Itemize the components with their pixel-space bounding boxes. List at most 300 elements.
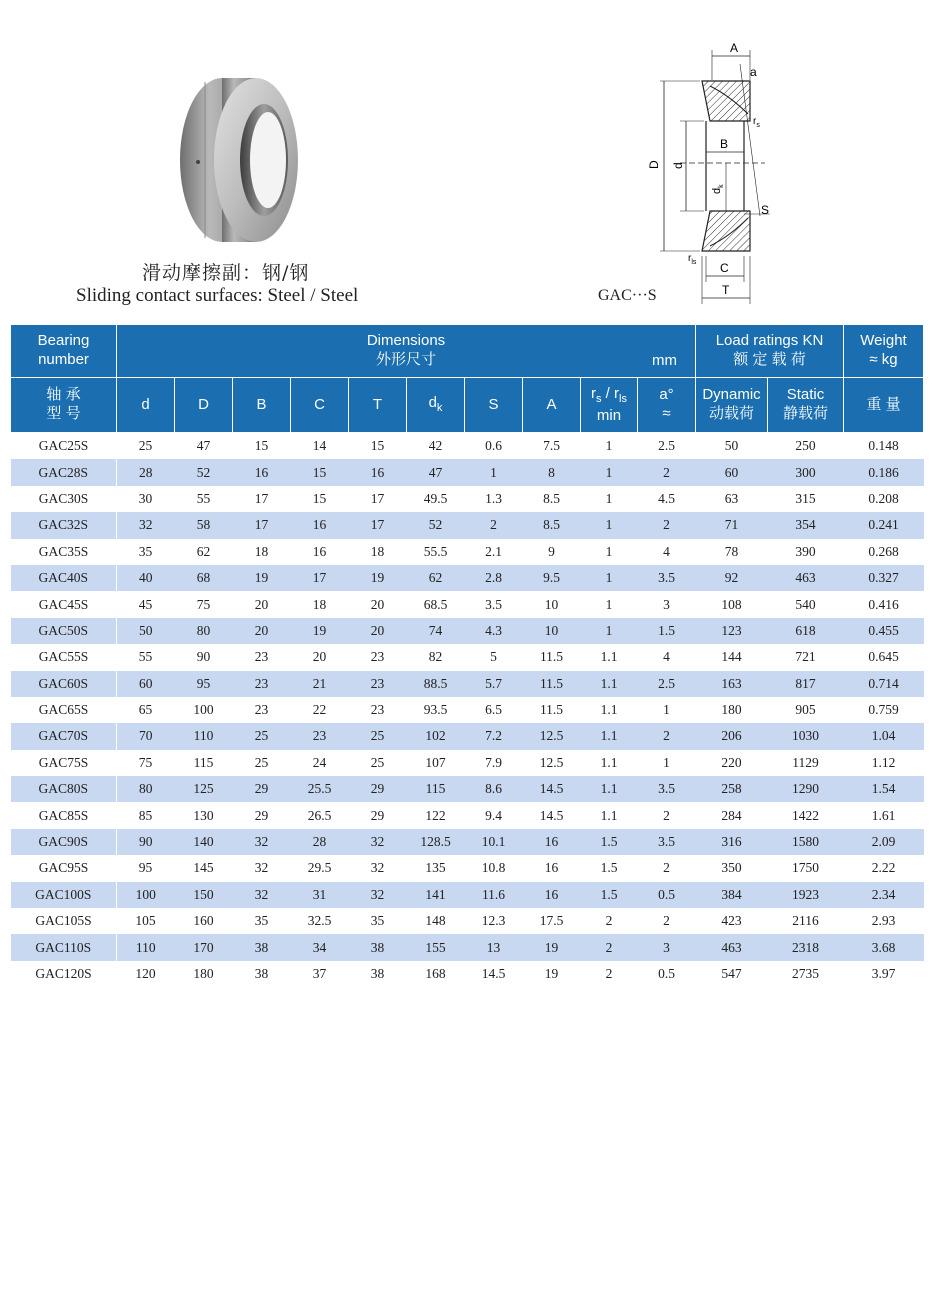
table-cell: 3.97 — [871, 966, 896, 981]
table-cell: 1 — [581, 565, 638, 591]
table-cell: 10.8 — [481, 860, 506, 876]
table-row — [11, 591, 924, 617]
table-cell: 1 — [605, 438, 613, 454]
table-cell: 16 — [233, 459, 291, 485]
table-cell: 3 — [663, 596, 670, 612]
table-cell: 122 — [425, 807, 446, 823]
table-cell: 0.645 — [868, 649, 899, 665]
table-cell: 18 — [370, 543, 385, 559]
table-cell: 1 — [581, 618, 638, 644]
table-cell: 29 — [349, 776, 407, 802]
table-cell: 11.5 — [539, 702, 564, 718]
table-cell: 19 — [291, 618, 349, 644]
table-cell: 1422 — [792, 807, 819, 823]
header-S: S — [465, 378, 523, 433]
table-cell: 15 — [291, 459, 349, 485]
table-cell: 1030 — [768, 723, 844, 749]
header-static-cn: 静载荷 — [783, 405, 829, 422]
table-cell: 37 — [312, 966, 327, 981]
table-cell: 1.1 — [581, 723, 638, 749]
table-cell: 14 — [312, 438, 327, 454]
header-row-top — [11, 325, 924, 378]
table-cell: 32 — [349, 882, 407, 908]
table-cell: 1.61 — [871, 807, 896, 823]
header-D: D — [175, 378, 233, 433]
header-static-en: Static — [786, 386, 825, 404]
table-cell: 17 — [233, 512, 291, 538]
table-cell: 2 — [638, 512, 696, 538]
table-cell: 2116 — [792, 913, 819, 929]
table-cell: 74 — [407, 618, 465, 644]
table-cell: 1750 — [792, 860, 819, 876]
table-cell: 47 — [407, 459, 465, 485]
bearing-model-cell: GAC50S — [11, 618, 117, 644]
table-cell: 2 — [638, 459, 696, 485]
table-cell: 0.186 — [844, 459, 924, 485]
table-cell: 10 — [523, 618, 581, 644]
table-cell: 110 — [175, 723, 233, 749]
dim-label-B: B — [720, 137, 729, 151]
bearing-model-cell: GAC90S — [11, 829, 117, 855]
table-cell: 135 — [425, 860, 446, 876]
table-cell: 2 — [605, 913, 613, 929]
header-dynamic-cn: 动载荷 — [708, 405, 754, 422]
table-cell: 80 — [175, 618, 233, 644]
table-cell: 20 — [312, 649, 327, 665]
table-cell: 2 — [638, 723, 696, 749]
table-row — [11, 723, 924, 749]
table-row — [11, 776, 924, 802]
table-cell: 75 — [196, 596, 211, 612]
table-cell: 21 — [291, 671, 349, 697]
bearing-model-cell: GAC28S — [11, 459, 117, 485]
table-cell: 2.93 — [871, 913, 896, 929]
bearing-model-cell: GAC60S — [11, 671, 117, 697]
table-cell: 62 — [407, 565, 465, 591]
table-cell: 12.3 — [481, 913, 506, 929]
table-cell: 618 — [768, 618, 844, 644]
header-row-sub — [11, 378, 924, 433]
table-cell: 4.3 — [465, 618, 523, 644]
bearing-image — [0, 0, 460, 260]
header-angle-symbol: a° — [659, 386, 674, 404]
table-cell: 23 — [254, 649, 269, 665]
table-cell: 92 — [696, 565, 768, 591]
table-cell: 17 — [291, 565, 349, 591]
table-cell: 100 — [117, 882, 175, 908]
table-cell: 12.5 — [523, 723, 581, 749]
table-cell: 107 — [425, 754, 446, 770]
table-cell: 68.5 — [423, 596, 448, 612]
table-cell: 1 — [581, 512, 638, 538]
header-load-en: Load ratings KN — [715, 332, 824, 350]
cross-section-diagram — [640, 36, 780, 306]
table-cell: 0.327 — [844, 565, 924, 591]
table-cell: 23 — [291, 723, 349, 749]
table-cell: 258 — [696, 776, 768, 802]
table-cell: 547 — [721, 966, 742, 981]
dim-label-C: C — [720, 261, 729, 275]
table-cell: 35 — [370, 913, 385, 929]
table-cell: 905 — [795, 702, 816, 718]
dim-label-a: a — [750, 65, 757, 79]
header-rs-min: min — [596, 406, 622, 424]
caption-chinese: 滑动摩擦副：钢/钢 — [142, 262, 310, 284]
table-cell: 58 — [175, 512, 233, 538]
table-cell: 55.5 — [423, 543, 448, 559]
table-cell: 1 — [605, 596, 613, 612]
table-cell: 6.5 — [485, 702, 502, 718]
table-cell: 120 — [135, 966, 156, 981]
table-cell: 2 — [663, 913, 670, 929]
table-cell: 3.5 — [638, 829, 696, 855]
header-dk: $d_k$ — [407, 378, 465, 433]
table-cell: 28 — [117, 459, 175, 485]
table-cell: 40 — [117, 565, 175, 591]
table-cell: 3 — [638, 934, 696, 960]
table-cell: 7.5 — [543, 438, 560, 454]
table-cell: 35 — [254, 913, 269, 929]
table-cell: 354 — [768, 512, 844, 538]
table-row — [11, 908, 924, 934]
table-row — [11, 750, 924, 776]
bearing-model-cell: GAC45S — [38, 596, 89, 612]
table-row — [11, 644, 924, 670]
table-row — [11, 855, 924, 881]
bearing-model-cell: GAC25S — [38, 438, 89, 454]
table-cell: 10.1 — [465, 829, 523, 855]
table-cell: 23 — [370, 649, 385, 665]
table-cell: 80 — [117, 776, 175, 802]
table-cell: 11.5 — [539, 649, 564, 665]
table-cell: 19 — [544, 966, 559, 981]
header-dynamic-en: Dynamic — [702, 386, 761, 404]
table-cell: 1.5 — [581, 882, 638, 908]
header-dimensions-cn: 外形尺寸 — [375, 351, 436, 368]
table-cell: 130 — [193, 807, 214, 823]
table-cell: 140 — [175, 829, 233, 855]
table-cell: 1.1 — [581, 776, 638, 802]
bearing-model-cell: GAC100S — [11, 882, 117, 908]
table-cell: 110 — [117, 934, 175, 960]
header-T: T — [349, 378, 407, 433]
dim-label-S: S — [761, 203, 770, 217]
table-cell: 47 — [196, 438, 211, 454]
header-weight — [844, 325, 924, 378]
table-cell: 35 — [138, 543, 153, 559]
table-cell: 38 — [349, 934, 407, 960]
table-cell: 25 — [370, 754, 385, 770]
table-cell: 16 — [544, 860, 559, 876]
table-cell: 316 — [696, 829, 768, 855]
table-cell: 12.5 — [539, 754, 564, 770]
table-cell: 2 — [663, 860, 670, 876]
table-cell: 31 — [291, 882, 349, 908]
bearing-model-cell: GAC120S — [35, 966, 92, 981]
table-cell: 17 — [349, 512, 407, 538]
bearing-model-cell: GAC80S — [11, 776, 117, 802]
table-cell: 16 — [523, 882, 581, 908]
table-cell: 15 — [312, 490, 327, 506]
table-body — [11, 433, 924, 988]
table-cell: 1.1 — [600, 702, 618, 718]
table-cell: 1.1 — [600, 649, 618, 665]
table-cell: 70 — [117, 723, 175, 749]
table-cell: 155 — [407, 934, 465, 960]
table-row — [11, 486, 924, 512]
table-cell: 49.5 — [423, 490, 448, 506]
table-row — [11, 934, 924, 960]
header-d: d — [117, 378, 175, 433]
table-cell: 82 — [428, 649, 443, 665]
table-cell: 3.68 — [844, 934, 924, 960]
dim-label-d: d — [671, 162, 685, 169]
table-cell: 0.759 — [868, 702, 899, 718]
table-cell: 20 — [349, 618, 407, 644]
table-cell: 0.268 — [868, 543, 899, 559]
table-cell: 65 — [138, 702, 153, 718]
bearing-model-cell: GAC32S — [11, 512, 117, 538]
table-cell: 1.5 — [600, 860, 618, 876]
table-cell: 1923 — [768, 882, 844, 908]
table-cell: 0.241 — [844, 512, 924, 538]
table-cell: 18 — [254, 543, 269, 559]
table-cell: 463 — [696, 934, 768, 960]
dim-label-rls: $r_{ls}$ — [688, 253, 697, 266]
table-cell: 350 — [721, 860, 742, 876]
table-cell: 78 — [724, 543, 739, 559]
table-cell: 160 — [193, 913, 214, 929]
table-cell: 95 — [138, 860, 153, 876]
table-cell: 1 — [605, 543, 613, 559]
table-cell: 32 — [349, 829, 407, 855]
table-row — [11, 829, 924, 855]
table-cell: 32 — [233, 829, 291, 855]
header-dimensions-en: Dimensions — [366, 332, 446, 350]
table-cell: 17 — [254, 490, 269, 506]
table-cell: 170 — [175, 934, 233, 960]
header-bearing-cn-line1: 轴 承 — [46, 386, 81, 404]
table-cell: 85 — [138, 807, 153, 823]
table-cell: 10 — [544, 596, 559, 612]
table-cell: 0.5 — [658, 966, 675, 981]
table-cell: 0.208 — [868, 490, 899, 506]
bearing-model-cell: GAC30S — [38, 490, 89, 506]
table-cell: 180 — [193, 966, 214, 981]
table-cell: 2.5 — [638, 671, 696, 697]
table-cell: 34 — [291, 934, 349, 960]
table-cell: 1.1 — [581, 671, 638, 697]
table-cell: 284 — [721, 807, 742, 823]
table-cell: 90 — [196, 649, 211, 665]
table-cell: 1.54 — [844, 776, 924, 802]
dim-label-T: T — [722, 283, 730, 297]
bearing-model-cell: GAC110S — [11, 934, 117, 960]
table-cell: 4.5 — [658, 490, 675, 506]
table-cell: 32 — [254, 860, 269, 876]
header-bearing-number: Bearing number — [11, 325, 117, 378]
table-cell: 93.5 — [423, 702, 448, 718]
header-load-ratings — [696, 325, 844, 378]
table-cell: 23 — [254, 702, 269, 718]
table-cell: 8.5 — [523, 512, 581, 538]
table-cell: 0.6 — [485, 438, 502, 454]
table-cell: 2.5 — [658, 438, 675, 454]
table-cell: 463 — [768, 565, 844, 591]
table-cell: 17 — [370, 490, 385, 506]
table-row — [11, 565, 924, 591]
table-cell: 0.148 — [868, 438, 899, 454]
table-cell: 3.5 — [638, 565, 696, 591]
table-cell: 1.1 — [600, 754, 618, 770]
table-cell: 30 — [138, 490, 153, 506]
table-cell: 163 — [696, 671, 768, 697]
table-row — [11, 671, 924, 697]
table-cell: 1129 — [792, 754, 819, 770]
table-cell: 300 — [768, 459, 844, 485]
table-cell: 71 — [696, 512, 768, 538]
table-cell: 20 — [254, 596, 269, 612]
table-cell: 0.455 — [844, 618, 924, 644]
bearing-model-cell: GAC35S — [38, 543, 89, 559]
table-cell: 1.5 — [581, 829, 638, 855]
table-cell: 9 — [548, 543, 555, 559]
dim-label-dk: $d_k$ — [711, 184, 725, 194]
table-cell: 11.6 — [465, 882, 523, 908]
table-cell: 8.5 — [543, 490, 560, 506]
header-A: A — [523, 378, 581, 433]
diagram-series-label: GAC···S — [598, 287, 657, 304]
dim-label-A: A — [730, 41, 739, 55]
table-cell: 0.714 — [844, 671, 924, 697]
bearing-model-cell: GAC95S — [38, 860, 89, 876]
specification-table — [10, 324, 924, 987]
table-cell: 19 — [349, 565, 407, 591]
table-cell: 14.5 — [481, 966, 506, 981]
table-cell: 25 — [349, 723, 407, 749]
table-cell: 22 — [312, 702, 327, 718]
header-unit-mm: mm — [652, 352, 677, 370]
table-cell: 24 — [312, 754, 327, 770]
header-angle-approx: ≈ — [662, 405, 671, 422]
table-cell: 2735 — [792, 966, 819, 981]
table-cell: 1 — [663, 754, 670, 770]
header-bearing-cn-line2: 型 号 — [46, 405, 81, 422]
table-cell: 7.2 — [465, 723, 523, 749]
table-cell: 2318 — [768, 934, 844, 960]
table-cell: 2.1 — [485, 543, 502, 559]
table-cell: 29 — [254, 807, 269, 823]
table-cell: 29.5 — [307, 860, 332, 876]
table-cell: 42 — [428, 438, 443, 454]
table-cell: 23 — [233, 671, 291, 697]
table-cell: 9.5 — [523, 565, 581, 591]
bearing-model-cell: GAC55S — [38, 649, 89, 665]
table-cell: 817 — [768, 671, 844, 697]
table-cell: 1 — [465, 459, 523, 485]
table-cell: 1 — [663, 702, 670, 718]
table-cell: 145 — [193, 860, 214, 876]
table-cell: 5.7 — [465, 671, 523, 697]
table-cell: 63 — [724, 490, 739, 506]
table-cell: 15 — [254, 438, 269, 454]
table-row — [11, 961, 924, 987]
table-cell: 3.5 — [485, 596, 502, 612]
table-row — [11, 433, 924, 460]
table-cell: 14.5 — [523, 776, 581, 802]
table-cell: 68 — [175, 565, 233, 591]
table-cell: 1 — [581, 459, 638, 485]
bearing-model-cell: GAC70S — [11, 723, 117, 749]
table-cell: 108 — [721, 596, 742, 612]
table-cell: 2.09 — [844, 829, 924, 855]
table-cell: 16 — [523, 829, 581, 855]
table-cell: 95 — [175, 671, 233, 697]
table-cell: 1.1 — [600, 807, 618, 823]
table-cell: 20 — [370, 596, 385, 612]
table-cell: 23 — [370, 702, 385, 718]
table-cell: 1.12 — [871, 754, 896, 770]
table-row — [11, 618, 924, 644]
table-cell: 2.34 — [844, 882, 924, 908]
table-cell: 50 — [724, 438, 739, 454]
table-cell: 17.5 — [539, 913, 564, 929]
table-cell: 52 — [175, 459, 233, 485]
dim-label-D: D — [647, 160, 661, 169]
table-cell: 1290 — [768, 776, 844, 802]
table-cell: 220 — [721, 754, 742, 770]
table-cell: 8 — [523, 459, 581, 485]
table-cell: 1.04 — [844, 723, 924, 749]
table-cell: 14.5 — [539, 807, 564, 823]
table-cell: 62 — [196, 543, 211, 559]
table-cell: 32 — [370, 860, 385, 876]
table-row — [11, 512, 924, 538]
table-cell: 16 — [291, 512, 349, 538]
table-cell: 100 — [193, 702, 214, 718]
table-cell: 13 — [465, 934, 523, 960]
table-cell: 32 — [117, 512, 175, 538]
header-B: B — [233, 378, 291, 433]
table-cell: 60 — [117, 671, 175, 697]
header-dynamic — [696, 378, 768, 433]
table-cell: 9.4 — [485, 807, 502, 823]
table-cell: 0.5 — [638, 882, 696, 908]
bearing-model-cell: GAC85S — [38, 807, 89, 823]
dim-label-rs: $r_s$ — [753, 116, 760, 129]
table-cell: 11.5 — [523, 671, 581, 697]
table-cell: 45 — [138, 596, 153, 612]
table-cell: 315 — [795, 490, 816, 506]
table-row — [11, 802, 924, 828]
table-cell: 250 — [795, 438, 816, 454]
table-cell: 384 — [696, 882, 768, 908]
header-rs-rls: $r_s / r_{ls}$ min — [581, 378, 638, 433]
table-cell: 16 — [312, 543, 327, 559]
table-cell: 32 — [233, 882, 291, 908]
table-cell: 25.5 — [291, 776, 349, 802]
table-cell: 2.22 — [871, 860, 896, 876]
table-cell: 105 — [135, 913, 156, 929]
table-cell: 60 — [696, 459, 768, 485]
caption-english: Sliding contact surfaces: Steel / Steel — [76, 285, 359, 306]
table-row — [11, 459, 924, 485]
bearing-model-cell: GAC75S — [38, 754, 89, 770]
table-cell: 721 — [795, 649, 816, 665]
table-cell: 28 — [291, 829, 349, 855]
table-cell: 8.6 — [465, 776, 523, 802]
table-cell: 15 — [370, 438, 385, 454]
